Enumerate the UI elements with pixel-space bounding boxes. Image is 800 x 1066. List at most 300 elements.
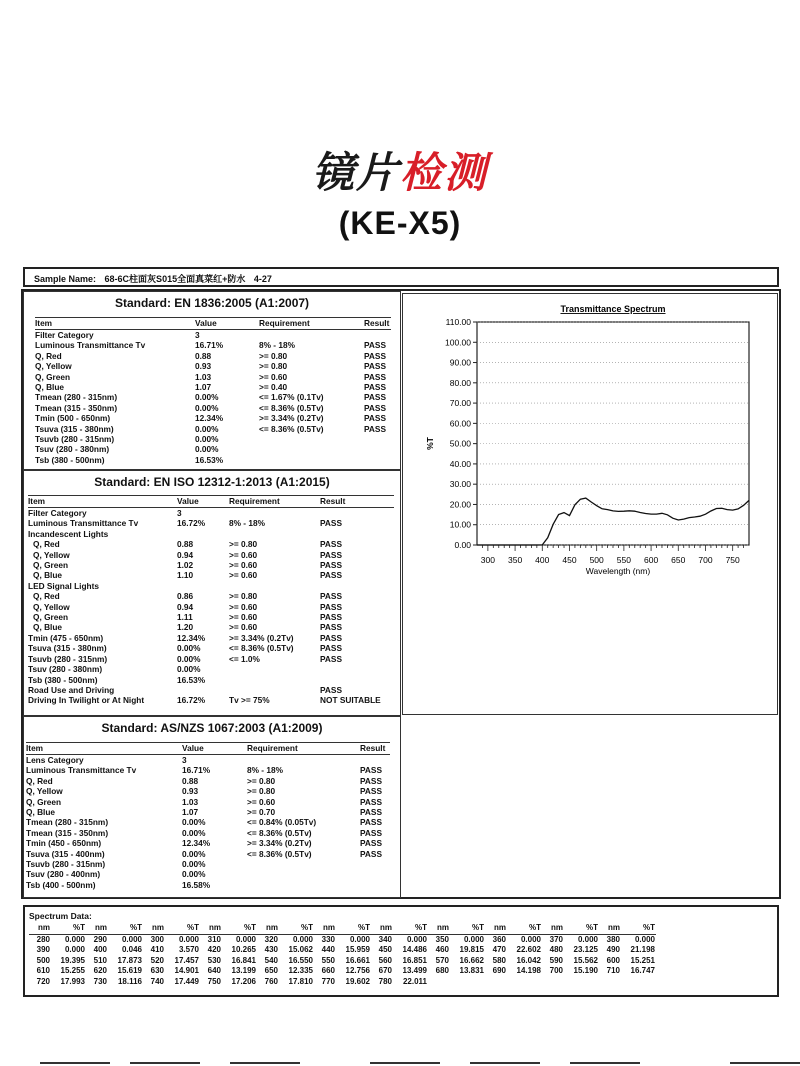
column-header: %T <box>279 923 314 934</box>
table-row <box>28 675 394 685</box>
table-cell: 620 <box>93 966 107 976</box>
footer-rule <box>370 1062 440 1064</box>
table-cell <box>450 977 485 988</box>
table-cell: >= 3.34% (0.2Tv) <box>229 632 294 643</box>
table-cell <box>364 330 391 341</box>
table-cell: Q, Red <box>35 350 62 361</box>
section-title: Standard: EN ISO 12312-1:2013 (A1:2015) <box>94 475 330 489</box>
column-header: %T <box>222 923 257 934</box>
table-row <box>28 560 394 570</box>
table-cell: 0.000 <box>349 934 370 944</box>
section-en1836 <box>23 291 401 470</box>
table-cell: 570 <box>435 955 449 965</box>
footer-rule <box>230 1062 300 1064</box>
table-cell <box>364 434 391 444</box>
table-cell: 0.88 <box>195 350 212 361</box>
table-cell: 12.34% <box>182 838 211 849</box>
table-cell: PASS <box>360 796 382 807</box>
table-cell: Lens Category <box>26 755 84 765</box>
table-cell <box>320 529 394 539</box>
table-cell: 0.000 <box>463 934 484 944</box>
table-cell <box>485 977 507 988</box>
table-cell: Driving In Twilight or At Night <box>28 695 145 706</box>
table-asnzs <box>26 742 390 890</box>
table-cell: 3 <box>182 755 187 765</box>
table-cell: Tsuvb (280 - 315nm) <box>35 434 115 445</box>
table-row <box>28 570 394 580</box>
table-cell: 17.457 <box>174 955 199 965</box>
column-header: nm <box>599 923 621 934</box>
table-cell: <= 0.84% (0.05Tv) <box>247 817 317 828</box>
table-cell <box>621 977 656 988</box>
table-cell: 700 <box>549 966 563 976</box>
table-cell: PASS <box>364 413 386 424</box>
table-cell: 490 <box>606 945 620 955</box>
table-cell: 0.000 <box>520 934 541 944</box>
title-part-1: 镜片 <box>311 149 400 196</box>
table-row <box>26 849 390 859</box>
table-row <box>28 633 394 643</box>
table-cell: >= 0.80 <box>247 775 276 786</box>
table-cell: 3.570 <box>178 945 199 955</box>
x-tick-label: 350 <box>507 555 523 565</box>
table-cell: 720 <box>36 976 50 986</box>
table-cell: Q, Blue <box>33 570 63 581</box>
table-cell: 0.00% <box>195 444 219 455</box>
table-cell: PASS <box>320 684 342 695</box>
table-cell: PASS <box>320 549 342 560</box>
table-cell: 13.199 <box>231 966 256 976</box>
table-cell: >= 0.70 <box>247 807 276 818</box>
table-cell: PASS <box>360 765 382 776</box>
column-header: nm <box>29 923 51 934</box>
table-cell: Tmin (500 - 650nm) <box>35 413 111 424</box>
table-row <box>35 403 391 413</box>
table-cell: 12.756 <box>345 966 370 976</box>
table-cell: 16.71% <box>195 340 224 351</box>
table-cell: 15.062 <box>288 945 313 955</box>
table-cell <box>177 581 229 591</box>
table-cell: 23.125 <box>573 945 598 955</box>
table-row <box>28 664 394 674</box>
table-cell: 290 <box>93 934 107 944</box>
column-header: Value <box>182 743 247 755</box>
table-cell <box>360 859 390 869</box>
table-cell: >= 0.80 <box>259 361 288 372</box>
table-cell: 360 <box>492 934 506 944</box>
table-cell: 8% - 18% <box>229 518 265 529</box>
table-cell: 17.993 <box>60 976 85 986</box>
table-cell: Tsuv (280 - 380nm) <box>28 664 103 675</box>
y-tick-label: 60.00 <box>449 418 471 429</box>
table-cell: 0.00% <box>195 402 219 413</box>
table-row <box>26 776 390 786</box>
table-cell: 730 <box>93 976 107 986</box>
table-cell: 16.72% <box>177 518 206 529</box>
table-cell: 0.94 <box>177 601 194 612</box>
transmittance-line <box>477 498 749 545</box>
y-tick-label: 90.00 <box>449 357 471 368</box>
column-header: nm <box>485 923 507 934</box>
table-row <box>26 755 390 766</box>
table-row <box>26 828 390 838</box>
table-cell <box>229 581 320 591</box>
table-cell: 19.395 <box>60 955 85 965</box>
table-cell: Q, Red <box>26 775 53 786</box>
table-cell: 8% - 18% <box>247 765 283 776</box>
table-cell: Q, Yellow <box>35 361 72 372</box>
table-row <box>29 977 656 988</box>
table-cell: Luminous Transmittance Tv <box>26 765 137 776</box>
table-cell: PASS <box>360 848 382 859</box>
table-cell: Tsuv (280 - 380nm) <box>35 444 110 455</box>
table-cell: PASS <box>320 539 342 550</box>
table-cell: 14.901 <box>174 966 199 976</box>
table-cell <box>360 880 390 890</box>
table-cell <box>364 444 391 454</box>
table-cell: 0.88 <box>177 539 194 550</box>
table-cell: 750 <box>207 976 221 986</box>
table-cell: Q, Red <box>33 539 60 550</box>
spectrum-data <box>23 905 779 997</box>
table-row <box>28 539 394 549</box>
table-cell <box>360 869 390 879</box>
sample-name-bar <box>23 267 779 287</box>
table-cell: 16.747 <box>630 966 655 976</box>
table-cell: Q, Green <box>26 796 62 807</box>
table-row <box>28 695 394 705</box>
table-cell: 16.662 <box>459 955 484 965</box>
table-cell: 560 <box>378 955 392 965</box>
column-header: Result <box>360 743 390 755</box>
table-cell: Q, Blue <box>35 382 65 393</box>
table-row <box>26 869 390 879</box>
table-cell: Road Use and Driving <box>28 684 115 695</box>
table-cell: 16.58% <box>182 879 211 890</box>
table-cell: Tv >= 75% <box>229 695 270 706</box>
table-cell: 16.661 <box>345 955 370 965</box>
table-row <box>28 654 394 664</box>
table-cell <box>259 330 364 341</box>
table-cell: 16.53% <box>177 674 206 685</box>
table-cell: 670 <box>378 966 392 976</box>
table-cell: 390 <box>36 945 50 955</box>
table-cell: Q, Green <box>35 371 71 382</box>
table-cell: Tmean (280 - 315nm) <box>35 392 118 403</box>
table-cell: PASS <box>320 560 342 571</box>
table-row <box>26 807 390 817</box>
table-cell: Tmin (450 - 650nm) <box>26 838 102 849</box>
y-tick-label: 10.00 <box>449 519 471 530</box>
table-cell: 1.03 <box>182 796 199 807</box>
table-cell: Tsb (380 - 500nm) <box>28 674 98 685</box>
table-cell: 0.00% <box>177 643 201 654</box>
table-cell: PASS <box>364 361 386 372</box>
table-cell: 0.93 <box>195 361 212 372</box>
table-cell: 16.72% <box>177 695 206 706</box>
table-cell: 3 <box>195 330 200 340</box>
footer-rule <box>130 1062 200 1064</box>
table-cell: 0.000 <box>634 934 655 944</box>
table-cell: 1.07 <box>195 382 212 393</box>
table-cell: 280 <box>36 934 50 944</box>
table-cell: >= 0.60 <box>229 612 258 623</box>
table-cell: 1.02 <box>177 560 194 571</box>
table-cell: 780 <box>378 976 392 986</box>
table-cell: 550 <box>321 955 335 965</box>
table-cell <box>259 444 364 454</box>
table-cell <box>564 977 599 988</box>
footer-rule <box>730 1062 800 1064</box>
table-iso12312 <box>28 495 394 706</box>
table-cell <box>247 755 360 766</box>
table-cell: >= 3.34% (0.2Tv) <box>259 413 324 424</box>
sample-value: 68-6C柱面灰S015全面真菜红+防水 <box>104 274 246 284</box>
table-cell: 0.93 <box>182 786 199 797</box>
x-tick-label: 650 <box>671 555 686 565</box>
y-tick-label: 30.00 <box>449 479 471 490</box>
column-header: nm <box>542 923 564 934</box>
x-tick-label: 600 <box>643 555 659 565</box>
table-cell: 22.011 <box>402 976 427 986</box>
table-cell: Tmean (280 - 315nm) <box>26 817 109 828</box>
column-header: nm <box>86 923 108 934</box>
table-row <box>29 945 656 956</box>
table-cell: Q, Blue <box>33 622 63 633</box>
table-cell: 0.00% <box>177 653 201 664</box>
table-row <box>28 612 394 622</box>
table-cell: 450 <box>378 945 392 955</box>
table-cell: 16.71% <box>182 765 211 776</box>
table-cell: 420 <box>207 945 221 955</box>
table-cell: PASS <box>320 591 342 602</box>
table-row <box>35 330 391 341</box>
table-cell: PASS <box>320 570 342 581</box>
table-row <box>26 817 390 827</box>
table-cell: PASS <box>364 350 386 361</box>
table-cell: 430 <box>264 945 278 955</box>
table-cell: 15.251 <box>630 955 655 965</box>
sample-label: Sample Name: <box>34 274 97 284</box>
column-header: nm <box>257 923 279 934</box>
table-cell: >= 0.60 <box>229 622 258 633</box>
table-cell: 0.86 <box>177 591 194 602</box>
table-cell: 15.255 <box>60 966 85 976</box>
table-row <box>35 351 391 361</box>
table-cell: 400 <box>93 945 107 955</box>
chart-svg <box>403 294 777 714</box>
table-cell: PASS <box>360 838 382 849</box>
y-tick-label: 20.00 <box>449 499 471 510</box>
table-cell: 340 <box>378 934 392 944</box>
table-cell: 740 <box>150 976 164 986</box>
table-cell: 8% - 18% <box>259 340 295 351</box>
table-row <box>35 340 391 350</box>
table-cell: 10.265 <box>231 945 256 955</box>
table-cell: 0.00% <box>195 392 219 403</box>
table-cell <box>507 977 542 988</box>
table-cell: 770 <box>321 976 335 986</box>
x-tick-label: 550 <box>616 555 631 565</box>
table-cell: 15.190 <box>573 966 598 976</box>
chart-title: Transmittance Spectrum <box>560 304 666 314</box>
table-cell: 440 <box>321 945 335 955</box>
y-tick-label: 80.00 <box>449 377 471 388</box>
table-cell: 370 <box>549 934 563 944</box>
table-cell: 690 <box>492 966 506 976</box>
column-header: %T <box>336 923 371 934</box>
column-header: %T <box>108 923 143 934</box>
table-cell: Tsuv (280 - 400nm) <box>26 869 101 880</box>
table-cell: Tmin (475 - 650nm) <box>28 632 104 643</box>
table-cell <box>259 455 364 465</box>
table-cell: >= 0.60 <box>229 601 258 612</box>
x-tick-label: 700 <box>698 555 713 565</box>
column-header: %T <box>621 923 656 934</box>
table-cell: Q, Yellow <box>26 786 63 797</box>
table-cell: 14.198 <box>516 966 541 976</box>
table-cell <box>320 508 394 519</box>
table-row <box>35 434 391 444</box>
table-header-row <box>35 318 391 330</box>
table-cell: PASS <box>320 632 342 643</box>
table-cell: >= 0.60 <box>259 371 288 382</box>
table-cell: 540 <box>264 955 278 965</box>
table-cell: 0.000 <box>292 934 313 944</box>
table-cell: 12.34% <box>195 413 224 424</box>
table-cell: PASS <box>320 601 342 612</box>
table-cell: 600 <box>606 955 620 965</box>
table-cell: 17.873 <box>117 955 142 965</box>
table-cell: 14.486 <box>402 945 427 955</box>
table-cell: PASS <box>364 382 386 393</box>
table-cell: >= 3.34% (0.2Tv) <box>247 838 312 849</box>
table-cell: Luminous Transmittance Tv <box>28 518 139 529</box>
table-cell: 640 <box>207 966 221 976</box>
footer-rule <box>40 1062 110 1064</box>
column-header: nm <box>371 923 393 934</box>
table-row <box>26 786 390 796</box>
sample-code: 4-27 <box>253 274 272 284</box>
table-cell: 12.335 <box>288 966 313 976</box>
table-row <box>26 859 390 869</box>
table-cell: Tsuva (315 - 380nm) <box>28 643 107 654</box>
table-cell <box>360 755 390 766</box>
table-cell: LED Signal Lights <box>28 580 99 591</box>
section-iso12312 <box>23 470 401 716</box>
table-cell <box>229 529 320 539</box>
column-header: Result <box>364 318 390 328</box>
table-cell: 1.10 <box>177 570 194 581</box>
table-cell: >= 0.80 <box>229 539 258 550</box>
table-cell: Tsb (380 - 500nm) <box>35 454 105 465</box>
section-asnzs <box>23 716 401 898</box>
table-cell: 17.449 <box>174 976 199 986</box>
column-header: Item <box>35 318 195 330</box>
table-cell <box>542 977 564 988</box>
table-cell: 15.562 <box>573 955 598 965</box>
table-cell <box>247 880 360 890</box>
table-cell: <= 1.67% (0.1Tv) <box>259 392 324 403</box>
column-header: Requirement <box>259 318 364 330</box>
column-header: %T <box>393 923 428 934</box>
table-cell: 530 <box>207 955 221 965</box>
table-row <box>35 413 391 423</box>
table-cell: 1.11 <box>177 612 193 623</box>
table-cell: 17.206 <box>231 976 256 986</box>
table-cell: 12.34% <box>177 632 206 643</box>
table-cell: 16.042 <box>516 955 541 965</box>
table-cell: 15.619 <box>117 966 142 976</box>
y-tick-label: 100.00 <box>445 337 471 348</box>
table-cell: 0.000 <box>235 934 256 944</box>
table-cell: Q, Green <box>33 612 69 623</box>
table-cell: 0.00% <box>195 423 219 434</box>
table-cell: Tsb (400 - 500nm) <box>26 879 96 890</box>
x-tick-label: 300 <box>480 555 495 565</box>
table-cell: <= 1.0% <box>229 653 260 664</box>
table-cell <box>229 508 320 519</box>
table-cell: 0.00% <box>177 664 201 675</box>
table-cell: 21.198 <box>630 945 655 955</box>
table-cell: 19.815 <box>459 945 484 955</box>
table-cell: 0.000 <box>577 934 598 944</box>
table-cell: Luminous Transmittance Tv <box>35 340 146 351</box>
table-cell: Tsuva (315 - 380nm) <box>35 423 114 434</box>
table-cell: 410 <box>150 945 164 955</box>
table-cell: 16.550 <box>288 955 313 965</box>
column-header: Result <box>320 496 394 508</box>
table-cell: 0.88 <box>182 775 199 786</box>
table-cell: 0.00% <box>182 869 206 880</box>
y-tick-label: 50.00 <box>449 438 471 449</box>
table-cell: 650 <box>264 966 278 976</box>
table-cell <box>177 529 229 539</box>
y-tick-label: 0.00 <box>454 540 471 550</box>
table-cell: 19.602 <box>345 976 370 986</box>
table-cell: PASS <box>320 612 342 623</box>
column-header: %T <box>507 923 542 934</box>
table-cell: >= 0.60 <box>247 796 276 807</box>
table-cell: Q, Yellow <box>33 549 70 560</box>
table-cell: PASS <box>360 775 382 786</box>
table-cell: 380 <box>606 934 620 944</box>
table-cell: 13.831 <box>459 966 484 976</box>
table-cell: 610 <box>36 966 50 976</box>
table-cell <box>259 434 364 444</box>
table-row <box>28 643 394 653</box>
table-cell: 15.959 <box>345 945 370 955</box>
table-cell: PASS <box>320 643 342 654</box>
table-header-row <box>26 743 390 755</box>
table-cell: NOT SUITABLE <box>320 695 381 706</box>
table-cell: Q, Red <box>33 591 60 602</box>
table-cell <box>320 581 394 591</box>
column-header: nm <box>143 923 165 934</box>
table-row <box>28 622 394 632</box>
table-row <box>35 382 391 392</box>
table-cell: 660 <box>321 966 335 976</box>
table-cell <box>177 685 229 695</box>
table-cell <box>229 685 320 695</box>
table-row <box>26 765 390 775</box>
table-cell: 1.07 <box>182 807 199 818</box>
section-title: Standard: AS/NZS 1067:2003 (A1:2009) <box>101 721 323 735</box>
table-cell <box>229 664 320 674</box>
table-cell: 0.000 <box>178 934 199 944</box>
column-header: Value <box>177 496 229 508</box>
table-cell: 0.000 <box>64 945 85 955</box>
